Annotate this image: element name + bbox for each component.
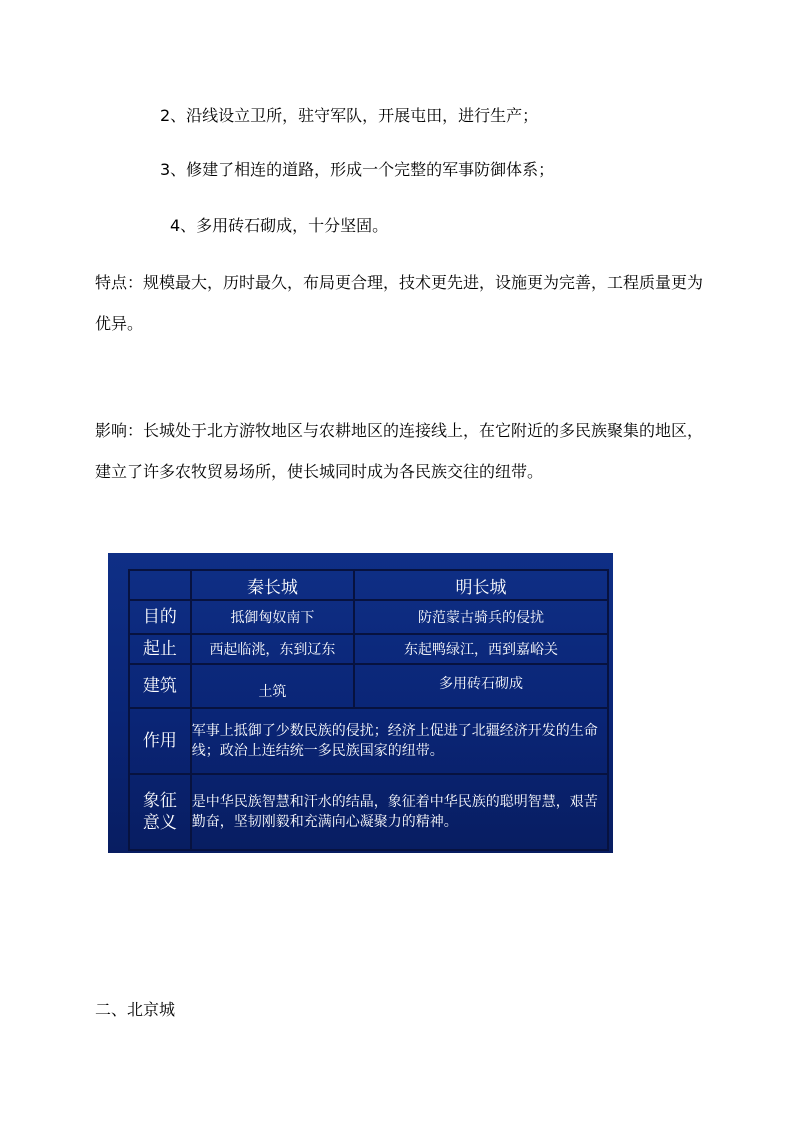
table-row: [129, 708, 608, 774]
table-row: [129, 774, 608, 850]
row-label: 建筑: [129, 664, 191, 708]
table-cell: 抵御匈奴南下: [191, 600, 354, 634]
comparison-slide: [108, 553, 613, 853]
table-row: [129, 664, 608, 708]
comparison-table: [128, 569, 609, 851]
table-cell-wide: 是中华民族智慧和汗水的结晶，象征着中华民族的聪明智慧，艰苦勤奋，坚韧刚毅和充满向心凝聚力的精神。: [191, 774, 608, 850]
table-cell: 防范蒙古骑兵的侵扰: [354, 600, 608, 634]
row-label: 起止: [129, 634, 191, 664]
table-cell: 多用砖石砌成: [354, 664, 608, 708]
list-item-2: 2、沿线设立卫所，驻守军队，开展屯田，进行生产；: [160, 106, 539, 125]
table-cell-wide: 军事上抵御了少数民族的侵扰；经济上促进了北疆经济开发的生命线；政治上连结统一多民族国家的纽带。: [191, 708, 608, 774]
table-cell: 东起鸭绿江，西到嘉峪关: [354, 634, 608, 664]
row-label-line: 象征: [142, 791, 177, 811]
row-label: 作用: [129, 708, 191, 774]
features-paragraph: 特点：规模最大，历时最久，布局更合理，技术更先进，设施更为完善，工程质量更为优异。: [95, 273, 704, 333]
list-item-3: 3、修建了相连的道路，形成一个完整的军事防御体系；: [160, 160, 555, 179]
table-row: [129, 634, 608, 664]
row-label-line: 意义: [142, 813, 177, 833]
table-cell: 土筑: [191, 664, 354, 708]
list-item-4: 4、多用砖石砌成，十分坚固。: [170, 216, 389, 235]
header-corner: [129, 570, 191, 600]
table-row: [129, 600, 608, 634]
table-header-row: [129, 570, 608, 600]
row-label: 目的: [129, 600, 191, 634]
section-heading: 二、北京城: [95, 1000, 176, 1019]
influence-paragraph: 影响：长城处于北方游牧地区与农耕地区的连接线上，在它附近的多民族聚集的地区，建立了许多农牧贸易场所，使长城同时成为各民族交往的纽带。: [95, 421, 704, 481]
row-label: [129, 774, 191, 850]
header-qin: 秦长城: [191, 570, 354, 600]
table-cell: 西起临洮，东到辽东: [191, 634, 354, 664]
header-ming: 明长城: [354, 570, 608, 600]
